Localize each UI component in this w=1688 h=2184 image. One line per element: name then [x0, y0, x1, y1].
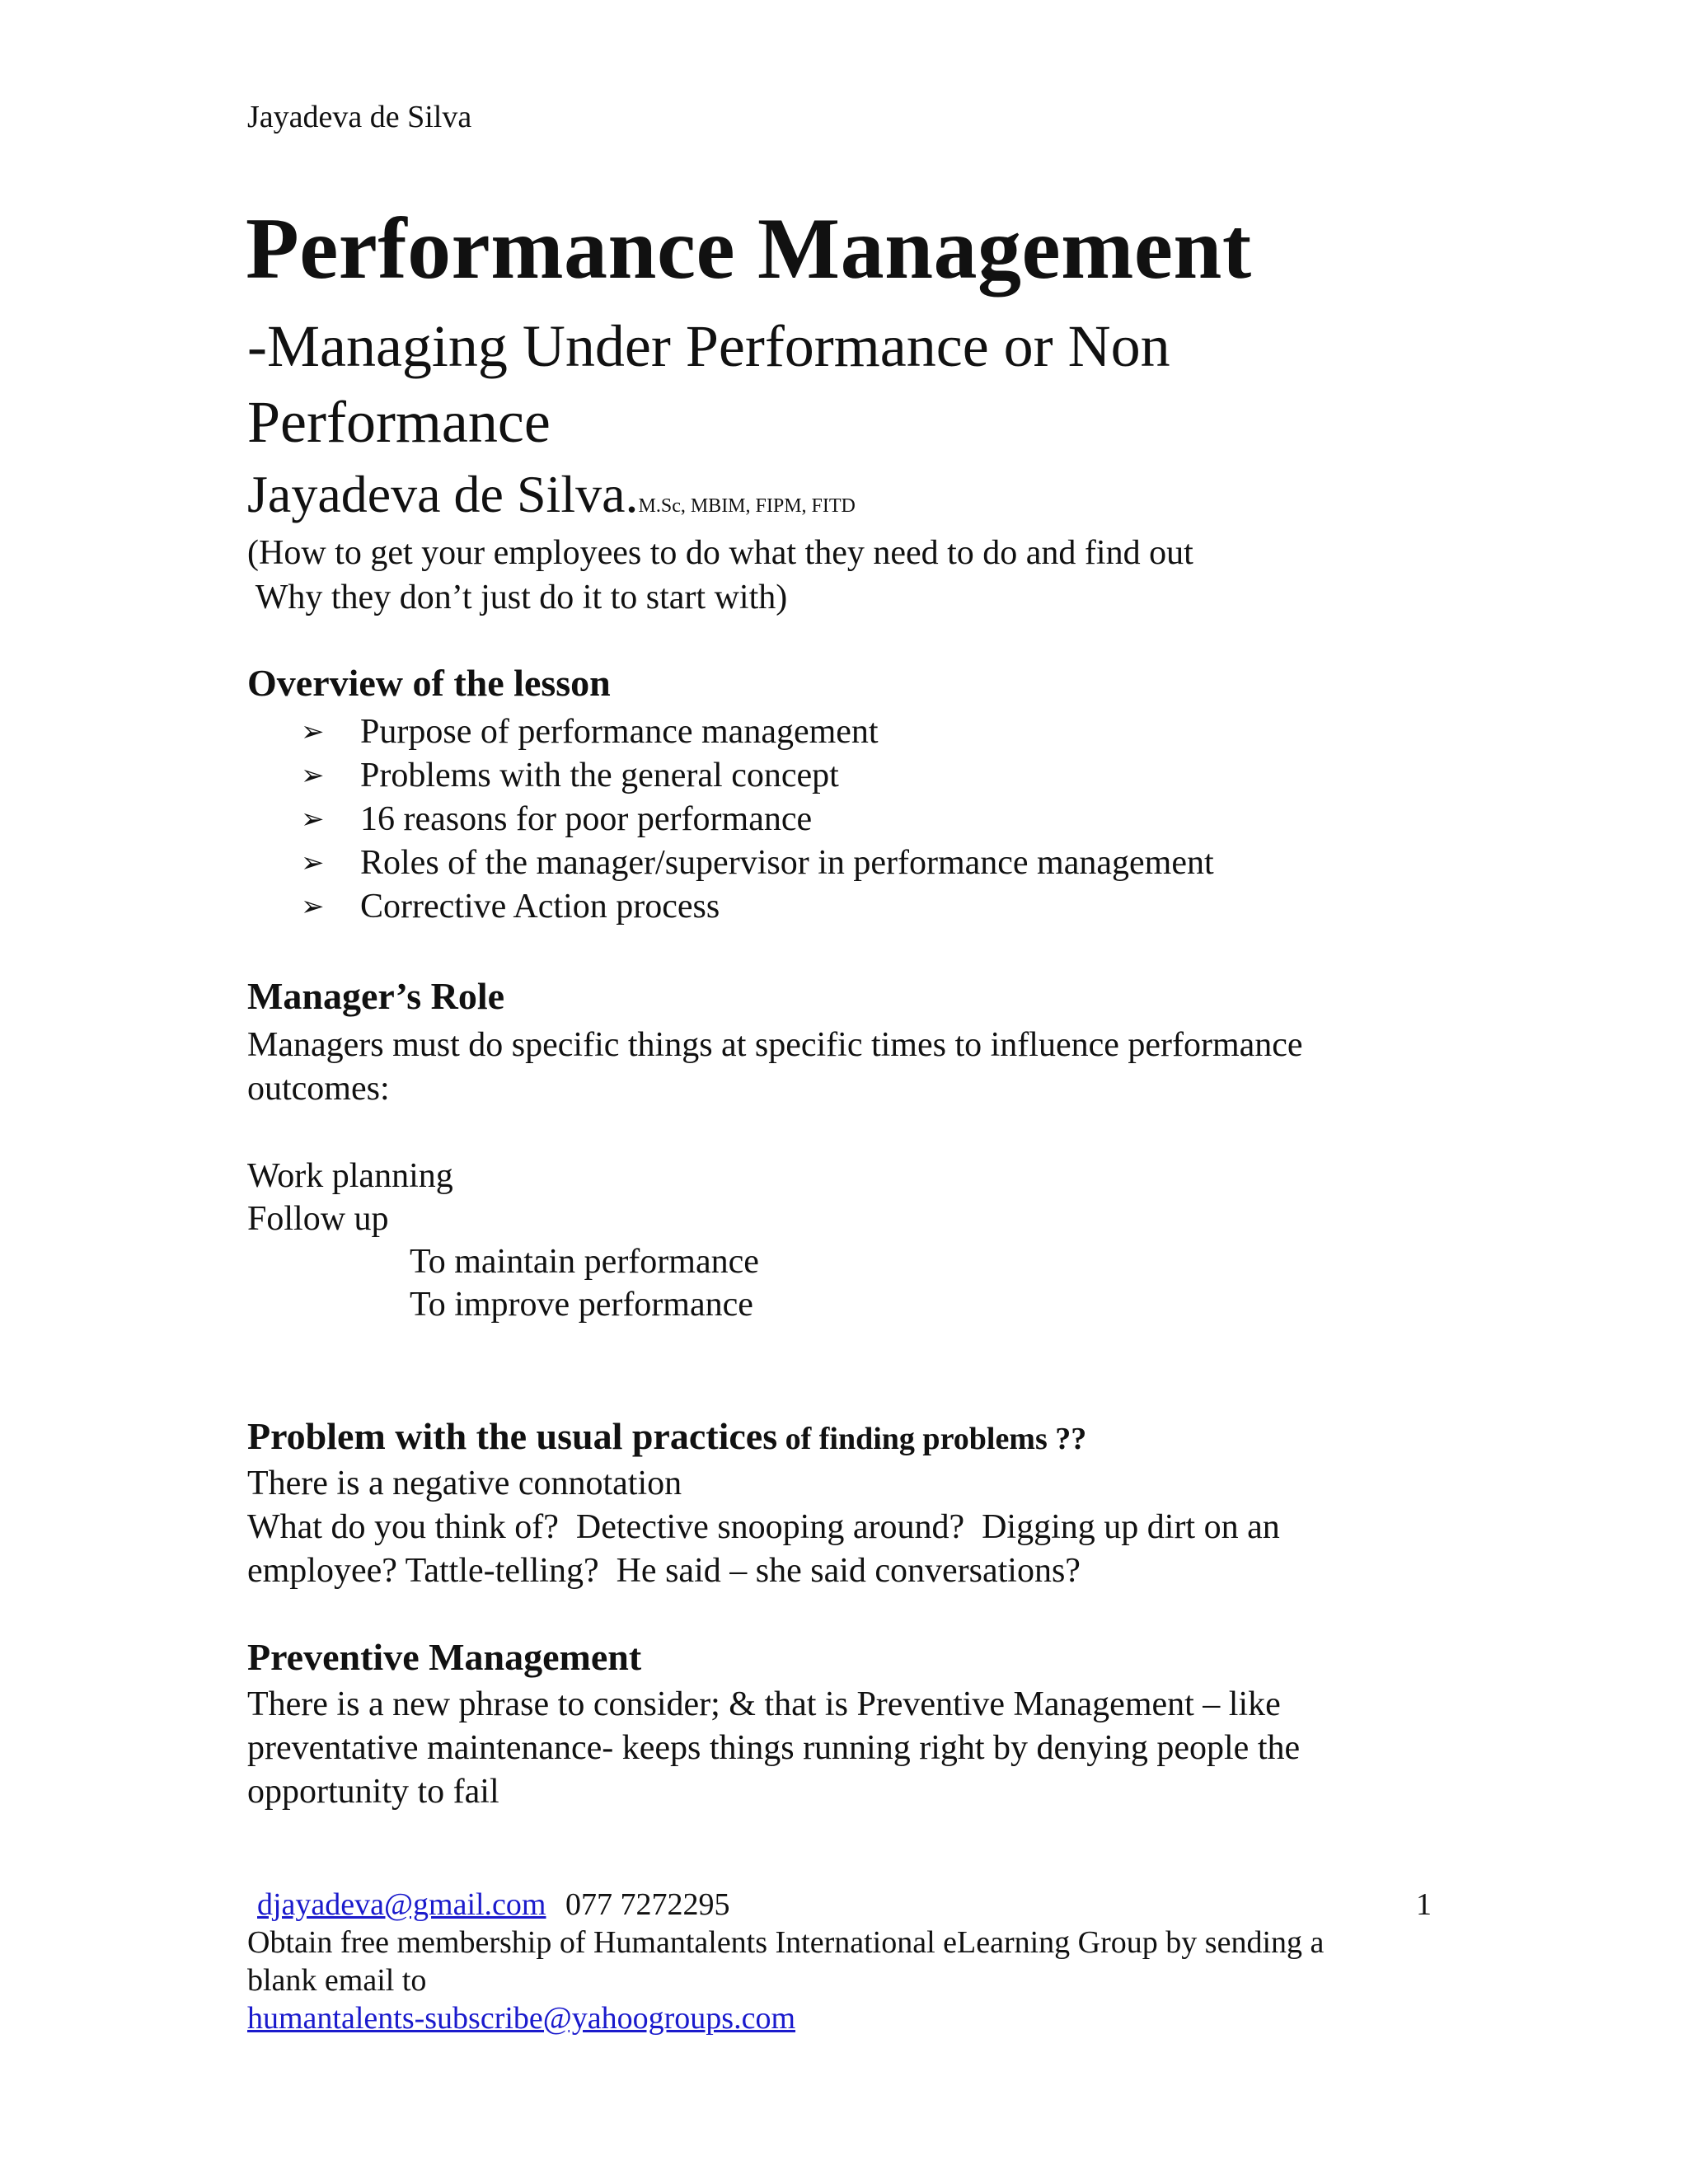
managers-role-text-2: outcomes: — [247, 1070, 390, 1108]
author-credentials: M.Sc, MBIM, FIPM, FITD — [638, 495, 856, 517]
managers-role-text-1: Managers must do specific things at specific times to influence performance — [247, 1026, 1303, 1064]
overview-list — [301, 710, 1214, 929]
list-item: ➢ Corrective Action process — [301, 885, 1214, 929]
list-item: ➢ 16 reasons for poor performance — [301, 798, 1214, 841]
list-item: ➢ Roles of the manager/supervisor in performance management — [301, 841, 1214, 885]
preventive-text-3: opportunity to fail — [247, 1773, 499, 1811]
preventive-text-2: preventative maintenance- keeps things running right by denying people the — [247, 1729, 1301, 1767]
preventive-heading: Preventive Management — [247, 1636, 642, 1678]
author-name: Jayadeva de Silva. — [247, 465, 639, 523]
arrow-bullet-icon: ➢ — [301, 715, 325, 748]
problem-text-3: employee? Tattle-telling? He said – she said conversations? — [247, 1552, 1081, 1590]
footer-phone: 077 7272295 — [565, 1887, 730, 1922]
arrow-bullet-icon: ➢ — [301, 759, 325, 792]
overview-heading: Overview of the lesson — [247, 662, 611, 704]
page-subtitle — [247, 308, 1401, 460]
footer-membership-text-2: blank email to — [247, 1963, 427, 1998]
managers-role-heading: Manager’s Role — [247, 975, 505, 1017]
arrow-bullet-icon: ➢ — [301, 846, 325, 879]
maintain-performance-subitem: To maintain performance — [410, 1243, 759, 1281]
tagline — [247, 531, 1193, 620]
problem-heading — [247, 1413, 1086, 1463]
problem-text-2: What do you think of? Detective snooping around? Digging up dirt on an — [247, 1508, 1280, 1546]
problem-text-1: There is a negative connotation — [247, 1465, 682, 1502]
preventive-text-1: There is a new phrase to consider; & that is Preventive Management – like — [247, 1685, 1281, 1723]
follow-up-item: Follow up — [247, 1200, 389, 1238]
footer-membership-text-1: Obtain free membership of Humantalents International eLearning Group by sending a — [247, 1925, 1325, 1960]
list-item: ➢ Purpose of performance management — [301, 710, 1214, 754]
footer-subscribe — [247, 1999, 795, 2037]
author-line — [247, 460, 856, 541]
footer-contact — [247, 1886, 729, 1924]
problem-heading-suffix: of finding problems ?? — [777, 1422, 1087, 1456]
list-item: ➢ Problems with the general concept — [301, 754, 1214, 798]
arrow-bullet-icon: ➢ — [301, 890, 325, 923]
subtitle-line-1: -Managing Under Performance or Non — [247, 313, 1170, 379]
arrow-bullet-icon: ➢ — [301, 803, 325, 836]
tagline-line-2: Why they don’t just do it to start with) — [247, 579, 788, 616]
tagline-line-1: (How to get your employees to do what they need to do and find out — [247, 534, 1193, 572]
subscribe-email-link[interactable]: humantalents-subscribe@yahoogroups.com — [247, 2001, 796, 2036]
page-number: 1 — [1416, 1887, 1432, 1922]
footer-email-link[interactable]: djayadeva@gmail.com — [257, 1887, 546, 1922]
running-header-author: Jayadeva de Silva — [247, 100, 472, 134]
improve-performance-subitem: To improve performance — [410, 1286, 753, 1324]
page-title: Performance Management — [246, 200, 1252, 297]
problem-heading-main: Problem with the usual practices — [247, 1415, 778, 1457]
subtitle-line-2: Performance — [247, 389, 551, 455]
work-planning-item: Work planning — [247, 1157, 453, 1195]
